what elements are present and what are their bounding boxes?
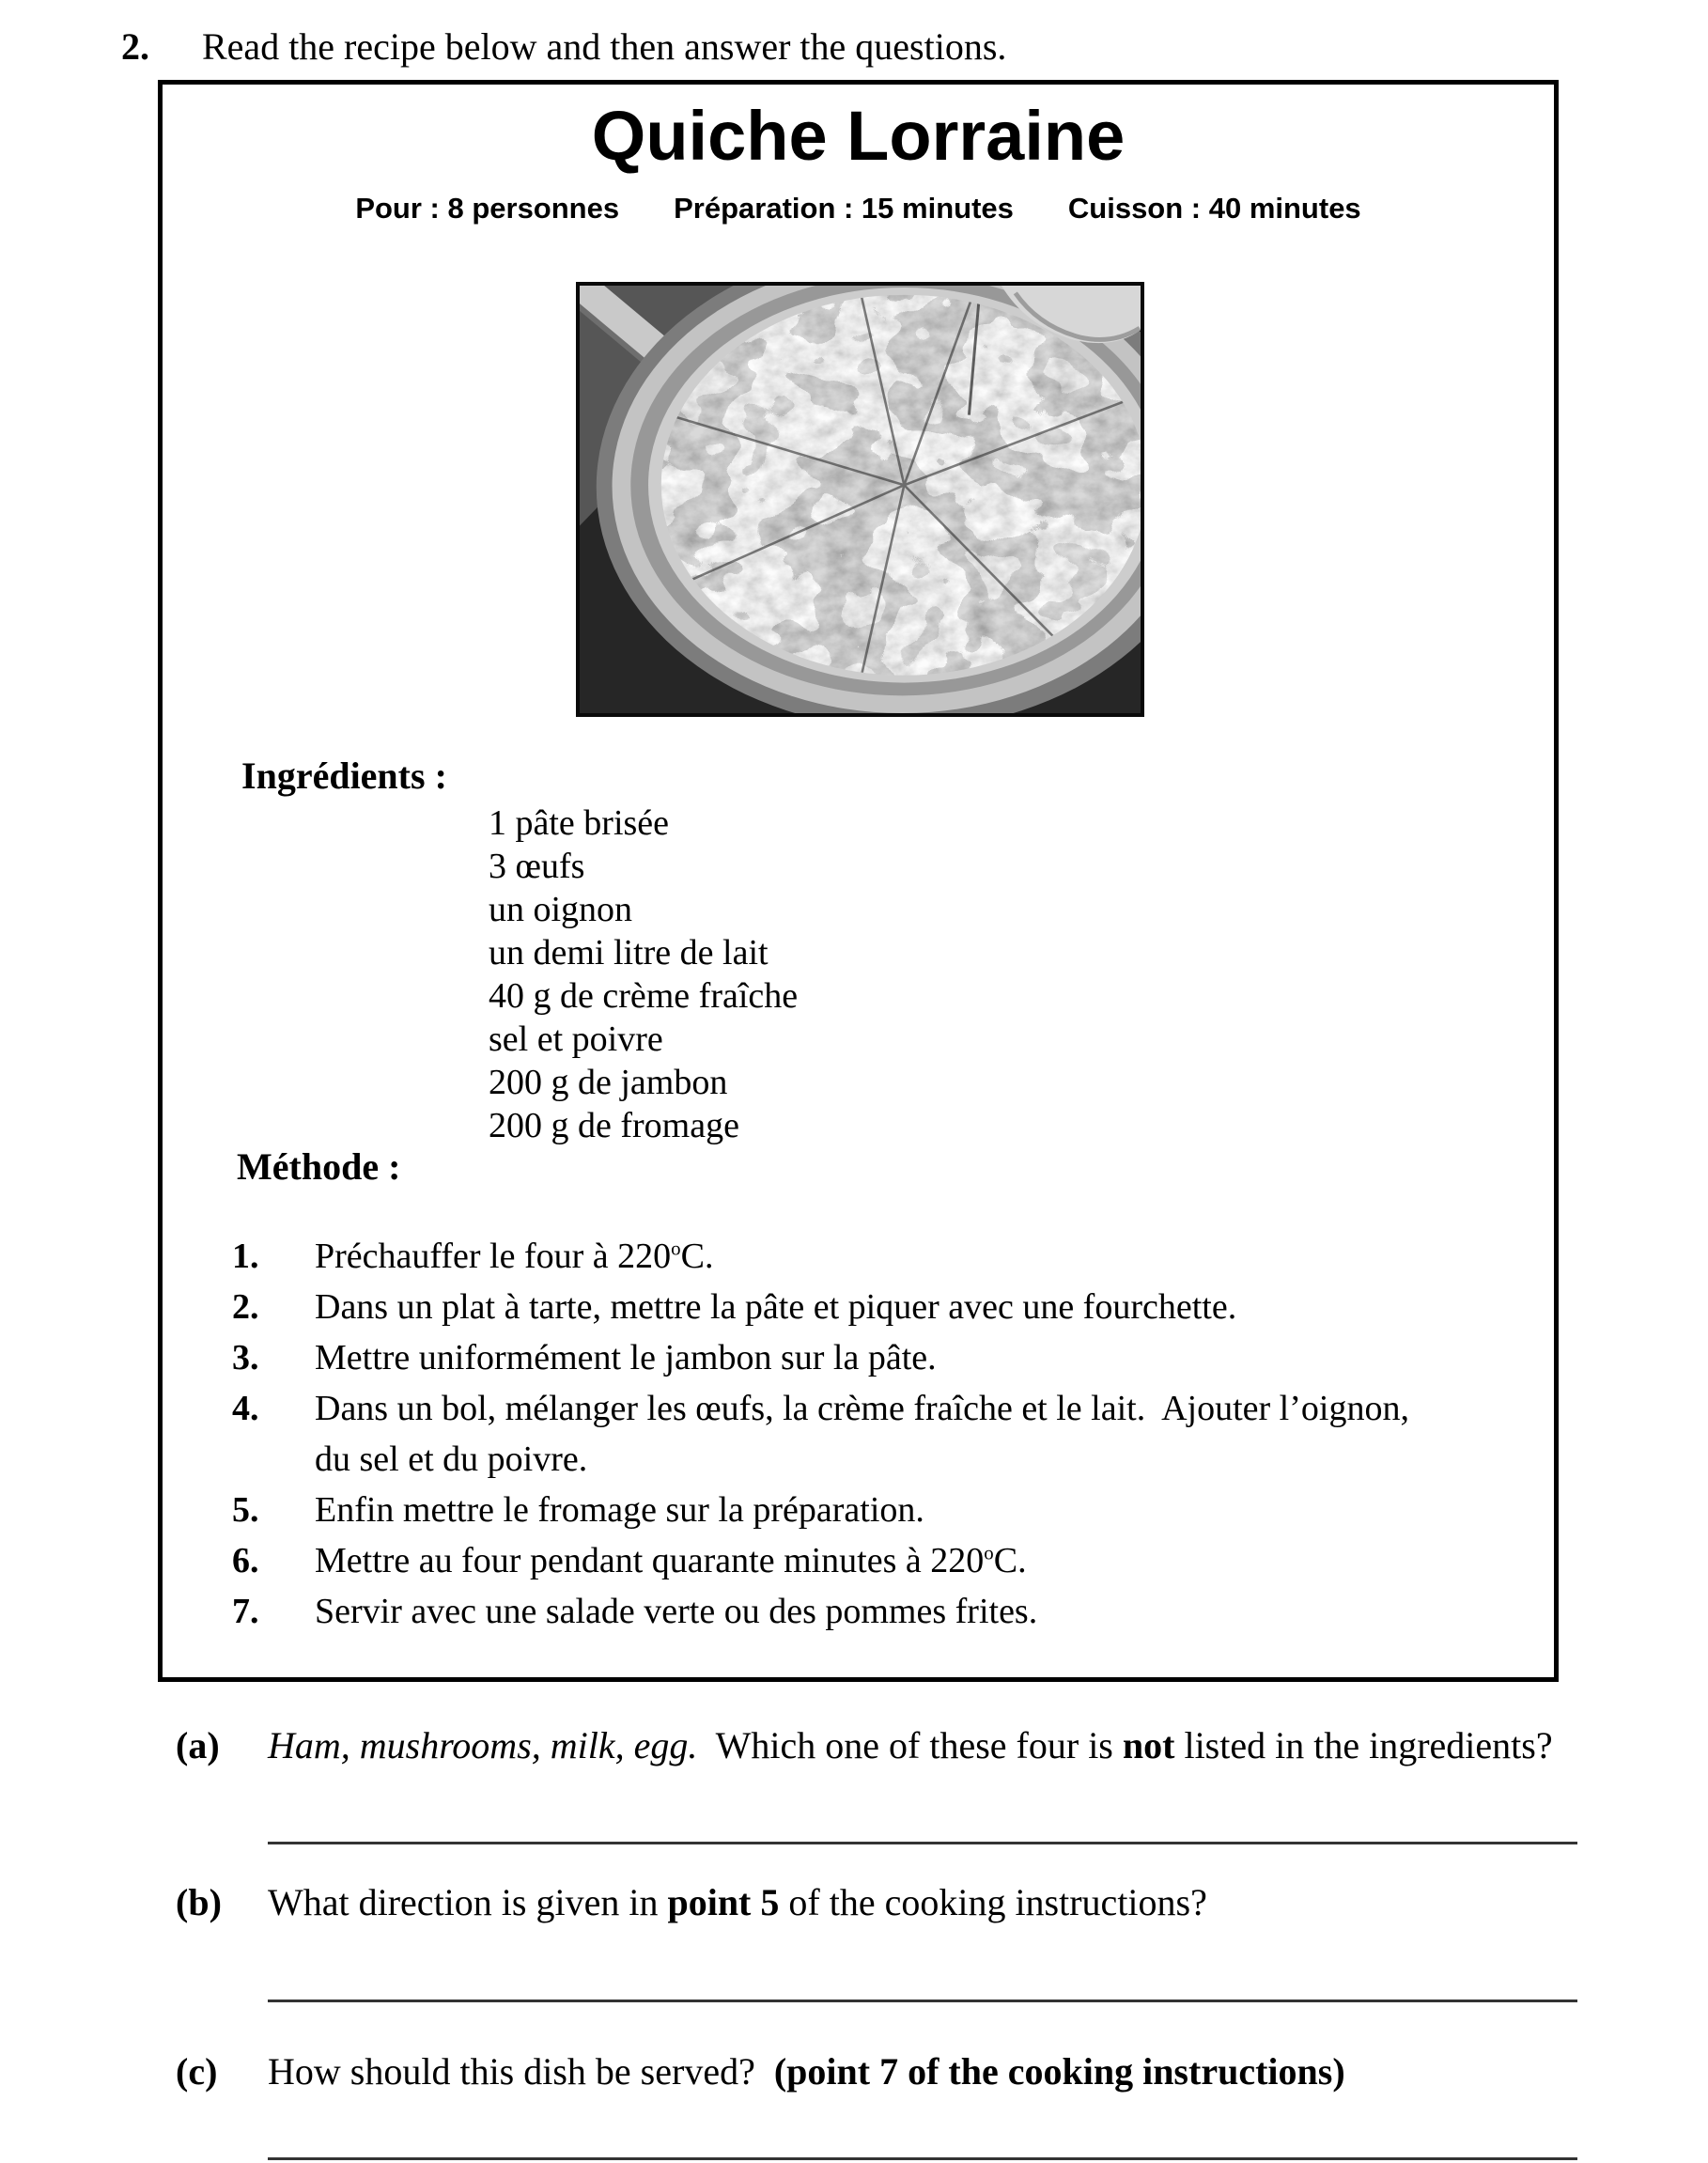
step-number: 1. <box>232 1237 259 1276</box>
exercise-instruction: Read the recipe below and then answer the questions. <box>202 25 1007 68</box>
quiche-photo <box>576 282 1144 717</box>
recipe-meta-item: Préparation : 15 minutes <box>674 192 1014 225</box>
exercise-number: 2. <box>121 25 149 68</box>
answer-line-a <box>268 1842 1577 1844</box>
step-row <box>232 1282 1482 1332</box>
ingredient-item: 40 g de crème fraîche <box>489 976 799 1016</box>
question-a <box>176 1722 1583 1769</box>
step-text: Mettre uniformément le jambon sur la pâte. <box>315 1338 937 1377</box>
step-row <box>232 1485 1482 1535</box>
recipe-title: Quiche Lorraine <box>591 97 1126 175</box>
step-number: 6. <box>232 1541 259 1580</box>
ingredients-heading: Ingrédients : <box>241 755 447 797</box>
step-text: Enfin mettre le fromage sur la préparation. <box>315 1490 924 1530</box>
method-steps <box>232 1231 1482 1637</box>
step-number: 5. <box>232 1490 259 1530</box>
ingredients-list <box>489 801 798 1147</box>
recipe-box <box>158 80 1559 1682</box>
answer-line-c <box>268 2157 1577 2160</box>
step-text: Mettre au four pendant quarante minutes à 220$^o$C. <box>315 1541 1027 1580</box>
recipe-meta-row <box>163 192 1554 226</box>
step-number: 7. <box>232 1592 259 1631</box>
recipe-meta-item: Cuisson : 40 minutes <box>1067 192 1361 225</box>
step-text: Servir avec une salade verte ou des pommes frites. <box>315 1592 1038 1631</box>
question-c <box>176 2048 1583 2095</box>
step-text: Dans un plat à tarte, mettre la pâte et piquer avec une fourchette. <box>315 1287 1237 1327</box>
ingredient-item: sel et poivre <box>489 1019 663 1059</box>
step-row <box>232 1332 1482 1383</box>
question-c-text: How should this dish be served? (point 7 of the cooking instructions) <box>268 2050 1345 2093</box>
question-a-label: (a) <box>176 1724 220 1766</box>
ingredient-item: un demi litre de lait <box>489 933 769 973</box>
ingredient-item: un oignon <box>489 890 633 929</box>
recipe-meta-item: Pour : 8 personnes <box>355 192 620 225</box>
quiche-photo-art <box>580 286 1141 713</box>
question-b-label: (b) <box>176 1881 222 1923</box>
question-b-text: What direction is given in point 5 of the cooking instructions? <box>268 1881 1207 1923</box>
question-c-label: (c) <box>176 2050 218 2093</box>
step-row <box>232 1586 1482 1637</box>
step-text: Dans un bol, mélanger les œufs, la crème fraîche et le lait. Ajouter l’oignon, du sel et du poivre. <box>315 1389 1409 1479</box>
ingredient-item: 200 g de fromage <box>489 1106 739 1145</box>
question-a-text: Ham, mushrooms, milk, egg. Which one of these four is not listed in the ingredients? <box>268 1724 1553 1766</box>
answer-line-b <box>268 2000 1577 2002</box>
step-number: 4. <box>232 1389 259 1428</box>
method-heading: Méthode : <box>237 1145 401 1188</box>
question-b <box>176 1879 1583 1926</box>
ingredient-item: 1 pâte brisée <box>489 803 670 843</box>
step-number: 2. <box>232 1287 259 1327</box>
step-row <box>232 1231 1482 1282</box>
ingredient-item: 3 œufs <box>489 847 585 886</box>
ingredient-item: 200 g de jambon <box>489 1063 728 1102</box>
step-row <box>232 1535 1482 1586</box>
step-text: Préchauffer le four à 220$^o$C. <box>315 1237 714 1276</box>
step-row <box>232 1383 1482 1485</box>
step-number: 3. <box>232 1338 259 1377</box>
